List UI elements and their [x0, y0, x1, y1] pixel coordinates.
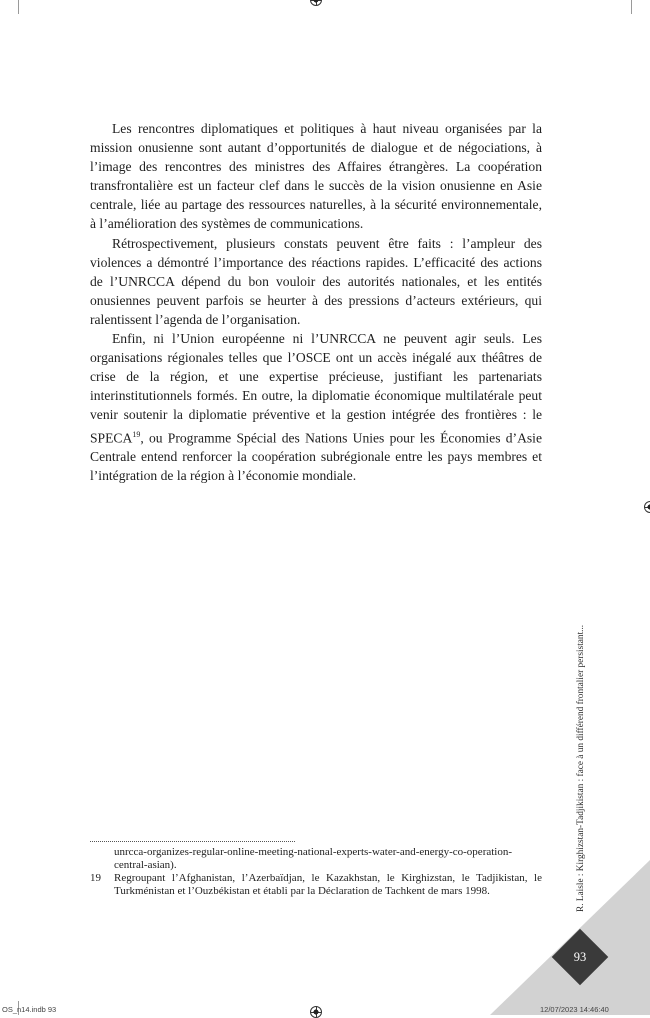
paragraph: [90, 329, 542, 485]
footnote-text: Regroupant l’Afghanistan, l’Azerbaïdjan, le Kazakhstan, le Kirghizstan, le Tadjikistan, le Turkménistan et l’Ouzbékistan et établi par la Déclaration de Tachkent de mars 1998.: [114, 871, 542, 897]
footnote-19: [90, 872, 542, 898]
footnote-continuation: unrcca-organizes-regular-online-meeting-national-experts-water-and-energy-co-operation-central-asian).: [114, 846, 513, 871]
paragraph: Rétrospectivement, plusieurs constats peuvent être faits : l’ampleur des violences a démontré l’importance des réactions rapides. L’efficacité des actions de l’UNRCCA dépend du bon vouloir des autorités nationales, et les entités onusiennes peuvent parfois se heurter à des pressions d’acteurs extérieurs, qui ralentissent l’agenda de l’organisation.: [90, 235, 542, 327]
page-number: 93: [573, 950, 587, 964]
running-head: R. Laisle : Kirghizstan-Tadjikistan : face à un différend frontalier persistant...: [576, 624, 586, 912]
crop-mark-top-left: [18, 0, 19, 14]
footnote-number: 19: [90, 871, 101, 884]
slug-filename: OS_n14.indb 93: [2, 1005, 57, 1014]
paragraph: Les rencontres diplomatiques et politiques à haut niveau organisées par la mission onusienne sont autant d’opportunités de dialogue et de négociations, à l’image des rencontres des ministres des Affaires étrangères. La coopération transfrontalière est un facteur clef dans le succès de la vision onusienne en Asie centrale, liée au partage des ressources naturelles, à la sécurité environnementale, à l’amélioration des systèmes de communications.: [90, 121, 542, 232]
footnotes: [90, 846, 542, 898]
footnote-reference: 19: [132, 429, 141, 439]
paragraph-text: Enfin, ni l’Union européenne ni l’UNRCCA ne peuvent agir seuls. Les organisations régionales telles que l’OSCE ont un accès inégalé aux théâtres de crise de la région, et une expertise précieuse, justifiant les partenariats interinstitutionnels formés. En outre, la diplomatie économique multilatérale peut venir soutenir la diplomatie préventive et la gestion intégrée des frontières : le SPECA: [90, 331, 542, 446]
crop-mark-top-right: [631, 0, 632, 14]
registration-mark-top: [310, 0, 322, 6]
footnote-separator: [90, 841, 295, 842]
slug-datetime: 12/07/2023 14:46:40: [540, 1005, 609, 1014]
registration-mark-right: [644, 501, 650, 513]
paragraph-text: , ou Programme Spécial des Nations Unies pour les Économies d’Asie Centrale entend renforcer la coopération subrégionale entre les pays membres et l’intégration de la région à l’économie mondiale.: [90, 430, 542, 484]
registration-mark-bottom: [310, 1006, 322, 1018]
body-text: [90, 119, 542, 485]
